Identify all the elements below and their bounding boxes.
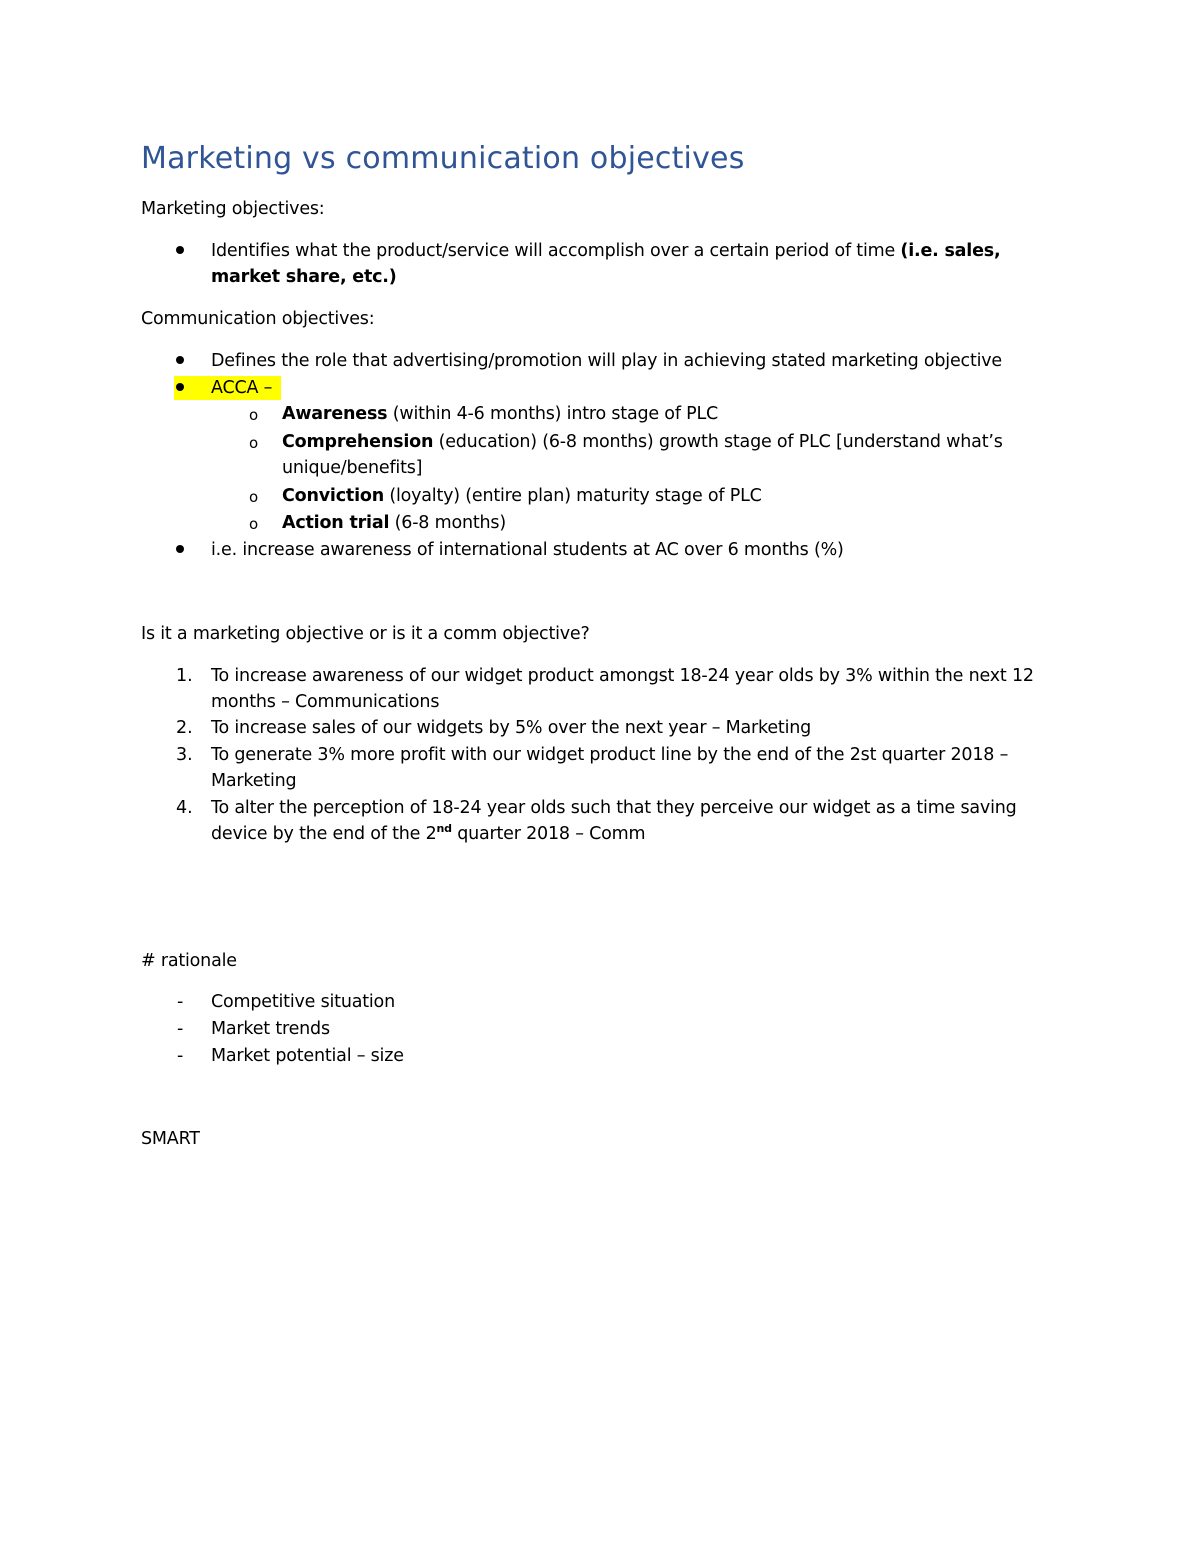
list-number: 1. [176, 666, 193, 686]
acca-item-awareness [282, 401, 718, 427]
dash-bullet-icon: - [177, 1046, 184, 1066]
quiz-item-4-text: device by the end of the 2 [211, 824, 437, 844]
acca-item-label: Conviction [282, 486, 384, 506]
quiz-item-4-line2 [211, 821, 645, 847]
ordinal-suffix: nd [436, 822, 452, 836]
quiz-item-3-line2: Marketing [211, 771, 297, 791]
acca-item-comprehension-line2: unique/benefits] [282, 458, 423, 478]
dash-bullet-icon: - [177, 992, 184, 1012]
smart-heading: SMART [141, 1129, 200, 1149]
acca-item-conviction [282, 483, 762, 509]
circle-bullet-icon: o [249, 434, 259, 452]
acca-item-detail: (within 4-6 months) intro stage of PLC [387, 404, 719, 424]
circle-bullet-icon: o [249, 488, 259, 506]
rationale-item-1: Competitive situation [211, 992, 395, 1012]
acca-item-detail: (loyalty) (entire plan) maturity stage of PLC [383, 486, 762, 506]
marketing-bullet-bold-2: market share, etc.) [211, 267, 397, 287]
acca-item-comprehension [282, 429, 1003, 455]
acca-item-label: Action trial [282, 513, 390, 533]
marketing-bullet-line2 [211, 264, 397, 290]
bullet-icon [176, 383, 184, 391]
acca-item-label: Comprehension [282, 432, 434, 452]
bullet-icon [176, 545, 184, 553]
communication-bullet-3: i.e. increase awareness of international students at AC over 6 months (%) [211, 540, 844, 560]
rationale-item-2: Market trends [211, 1019, 330, 1039]
communication-bullet-1: Defines the role that advertising/promotion will play in achieving stated marketing objective [211, 351, 1002, 371]
quiz-item-1-line2: months – Communications [211, 692, 440, 712]
quiz-item-4-text-end: quarter 2018 – Comm [451, 824, 646, 844]
circle-bullet-icon: o [249, 406, 259, 424]
dash-bullet-icon: - [177, 1019, 184, 1039]
communication-bullet-acca: ACCA – [211, 378, 273, 398]
acca-item-detail: (6-8 months) [389, 513, 506, 533]
circle-bullet-icon: o [249, 515, 259, 533]
acca-item-label: Awareness [282, 404, 388, 424]
page-title: Marketing vs communication objectives [141, 141, 745, 176]
acca-item-action-trial [282, 510, 506, 536]
quiz-item-1-line1: To increase awareness of our widget product amongst 18-24 year olds by 3% within the next 12 [211, 666, 1034, 686]
quiz-item-4-line1: To alter the perception of 18-24 year olds such that they perceive our widget as a time saving [211, 798, 1017, 818]
list-number: 4. [176, 798, 193, 818]
marketing-objectives-heading: Marketing objectives: [141, 199, 325, 219]
marketing-bullet-bold: (i.e. sales, [900, 241, 1001, 261]
marketing-bullet-line1 [211, 238, 1000, 264]
quiz-item-3-line1: To generate 3% more profit with our widget product line by the end of the 2st quarter 2018 – [211, 745, 1009, 765]
list-number: 2. [176, 718, 193, 738]
rationale-heading: # rationale [141, 951, 237, 971]
acca-item-detail: (education) (6-8 months) growth stage of PLC [understand what’s [433, 432, 1003, 452]
communication-objectives-heading: Communication objectives: [141, 309, 375, 329]
bullet-icon [176, 356, 184, 364]
quiz-item-2-line1: To increase sales of our widgets by 5% over the next year – Marketing [211, 718, 812, 738]
bullet-icon [176, 246, 184, 254]
quiz-question: Is it a marketing objective or is it a comm objective? [141, 624, 590, 644]
marketing-bullet-text: Identifies what the product/service will accomplish over a certain period of time [211, 241, 901, 261]
rationale-item-3: Market potential – size [211, 1046, 404, 1066]
list-number: 3. [176, 745, 193, 765]
